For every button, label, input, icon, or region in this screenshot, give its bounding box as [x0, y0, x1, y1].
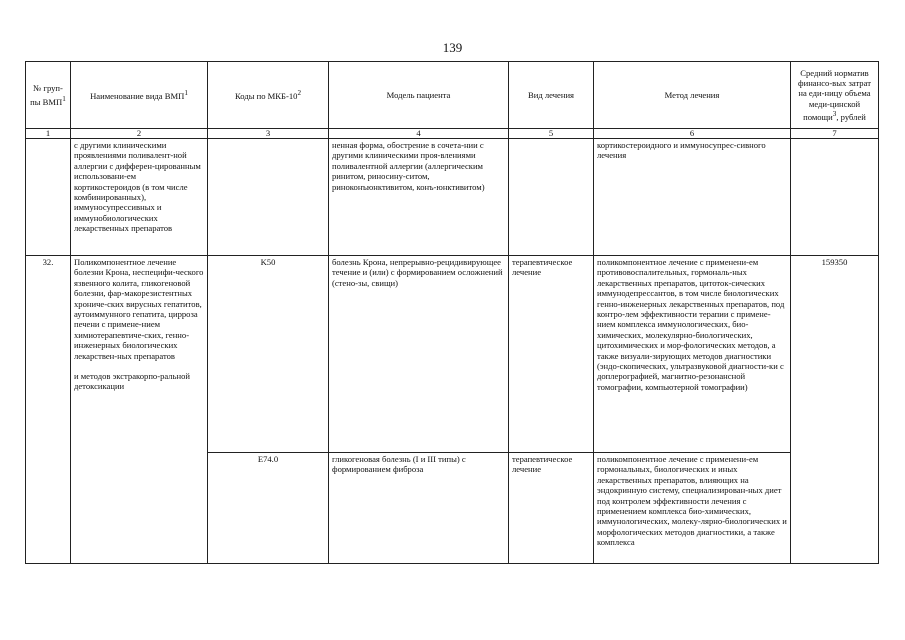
- header-vmp-name: Наименование вида ВМП$^1$: [71, 62, 208, 129]
- cell-treatment-type: терапевтическое лечение: [509, 256, 594, 453]
- header-group-number: № груп-пы ВМП$^1$: [26, 62, 71, 129]
- cell-patient-model: ненная форма, обострение в сочета-нии с другими клиническими проя-влениями поливалентной аллергии (аллергическим ринитом, риносину-ситом, риноконъюнктивитом, конъ-юнктивитом): [329, 139, 509, 256]
- cell-cost-empty: [791, 139, 879, 256]
- vmp-table: [25, 61, 879, 564]
- column-number: 3: [208, 129, 329, 139]
- continuation-row: [26, 139, 879, 256]
- column-number: 2: [71, 129, 208, 139]
- header-cost-norm: Средний норматив финансо-вых затрат на еди-ницу объема меди-цинской помощи$^3$, рублей: [791, 62, 879, 129]
- header-treatment-type: Вид лечения: [509, 62, 594, 129]
- cell-group-number: 32.: [26, 256, 71, 564]
- cell-treatment-method: поликомпонентное лечение с применени-ем противовоспалительных, гормональ-ных лекарственных препаратов, цитоток-сических иммунодепрессантов, в том числе биологических генно-инженерных лекарственных препаратов, под контро-лем эффективности терапии с примене-нием комплекса иммунологических, био-химических, молекулярно-биологических, цитохимических и мор-фологических методов, а также визуали-зирующих методов диагностики (эндо-скопических, ультразвуковой диагности-ки с доплерографией, магнитно-резонансной томографии, компьютерной томографии): [594, 256, 791, 453]
- page-number: 139: [442, 40, 463, 55]
- cell-icd-code: E74.0: [208, 453, 329, 564]
- table-header-row: [26, 62, 879, 129]
- cell-treatment-type: терапевтическое лечение: [509, 453, 594, 564]
- column-number: 5: [509, 129, 594, 139]
- cell-vmp-name: с другими клиническими проявлениями поливалент-ной аллергии с дифферен-цированным использовани-ем кортикостероидов (в том числе комбинированных), иммуносупрессивных и иммунобиологических лекарственных препаратов: [71, 139, 208, 256]
- group-32-row-k50: [26, 256, 879, 453]
- vmp-name-text: Поликомпонентное лечение болезни Крона, неспецифи-ческого язвенного колита, гликогеновой болезни, фар-макорезистентных хрониче-ских вирусных гепатитов, аутоиммунного гепатита, цирроза печени с примене-нием химиотерапевтиче-ских, генно-инженерных биологических лекарствен-ных препаратов: [74, 257, 204, 361]
- cell-group-number-empty: [26, 139, 71, 256]
- cell-icd-code-empty: [208, 139, 329, 256]
- cell-treatment-type-empty: [509, 139, 594, 256]
- cell-patient-model: болезнь Крона, непрерывно-рецидивирующее течение и (или) с формированием осложнений (стено-зы, свищи): [329, 256, 509, 453]
- column-number-row: [26, 129, 879, 139]
- cell-treatment-method: кортикостероидного и иммуносупрес-сивного лечения: [594, 139, 791, 256]
- cell-treatment-method: поликомпонентное лечение с применени-ем гормональных, биологических и иных лекарственных препаратов, влияющих на эндокринную систему, специализирован-ных диет под контролем эффективности лечения с применением комплекса био-химических, иммунологических, молеку-лярно-биологических и морфологических методов диагностики, а также комплекса: [594, 453, 791, 564]
- vmp-name-text-continued: и методов экстракорпо-ральной детоксикации: [74, 371, 190, 392]
- cell-cost: 159350: [791, 256, 879, 564]
- header-patient-model: Модель пациента: [329, 62, 509, 129]
- header-treatment-method: Метод лечения: [594, 62, 791, 129]
- column-number: 1: [26, 129, 71, 139]
- header-icd-codes: Коды по МКБ-$10^2$: [208, 62, 329, 129]
- column-number: 6: [594, 129, 791, 139]
- column-number: 4: [329, 129, 509, 139]
- cell-icd-code: K50: [208, 256, 329, 453]
- column-number: 7: [791, 129, 879, 139]
- cell-vmp-name: [71, 256, 208, 564]
- cell-patient-model: гликогеновая болезнь (I и III типы) с формированием фиброза: [329, 453, 509, 564]
